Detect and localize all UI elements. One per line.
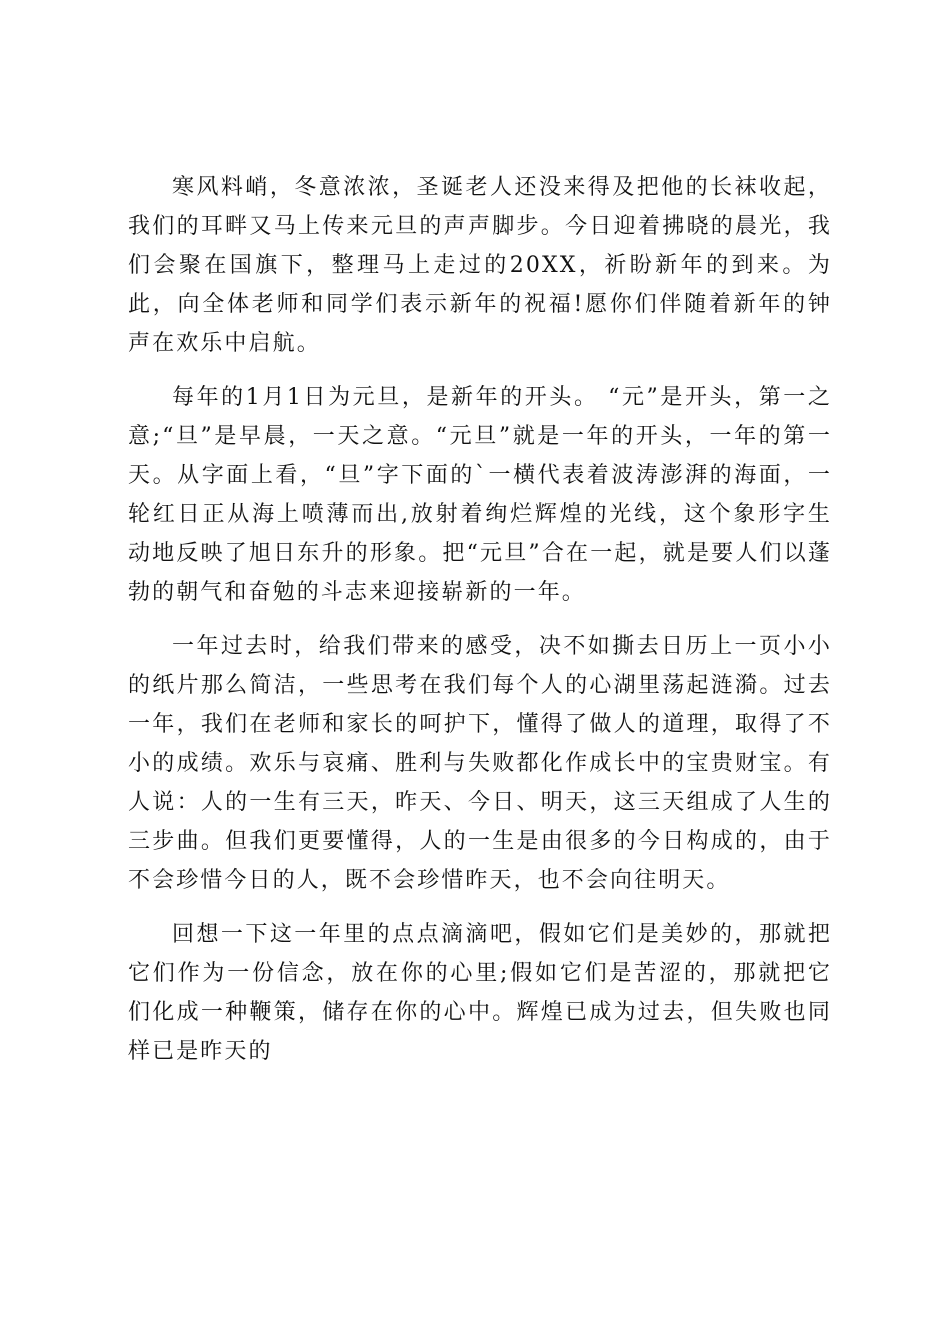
paragraph-1: 寒风料峭，冬意浓浓，圣诞老人还没来得及把他的长袜收起，我们的耳畔又马上传来元旦的声声脚步。今日迎着拂晓的晨光，我们会聚在国旗下，整理马上走过的20XX，祈盼新年的到来。为此，向全体老师和同学们表示新年的祝福!愿你们伴随着新年的钟声在欢乐中启航。 (128, 175, 832, 356)
paragraph-4: 回想一下这一年里的点点滴滴吧，假如它们是美妙的，那就把它们作为一份信念，放在你的心里;假如它们是苦涩的，那就把它们化成一种鞭策，储存在你的心中。辉煌已成为过去，但失败也同样已是昨天的 (128, 922, 832, 1064)
paragraph-3: 一年过去时，给我们带来的感受，决不如撕去日历上一页小小的纸片那么简洁，一些思考在我们每个人的心湖里荡起涟漪。过去一年，我们在老师和家长的呵护下，懂得了做人的道理，取得了不小的成绩。欢乐与哀痛、胜利与失败都化作成长中的宝贵财宝。有人说：人的一生有三天，昨天、今日、明天，这三天组成了人生的三步曲。但我们更要懂得，人的一生是由很多的今日构成的，由于不会珍惜今日的人，既不会珍惜昨天，也不会向往明天。 (128, 634, 832, 893)
document-body (128, 168, 832, 1086)
paragraph-2: 每年的1月1日为元旦，是新年的开头。 “元”是开头，第一之意;“旦”是早晨，一天之意。“元旦”就是一年的开头，一年的第一天。从字面上看，“旦”字下面的`一横代表着波涛澎湃的海面，一轮红日正从海上喷薄而出,放射着绚烂辉煌的光线，这个象形字生动地反映了旭日东升的形象。把“元旦”合在一起，就是要人们以蓬勃的朝气和奋勉的斗志来迎接崭新的一年。 (128, 385, 832, 605)
